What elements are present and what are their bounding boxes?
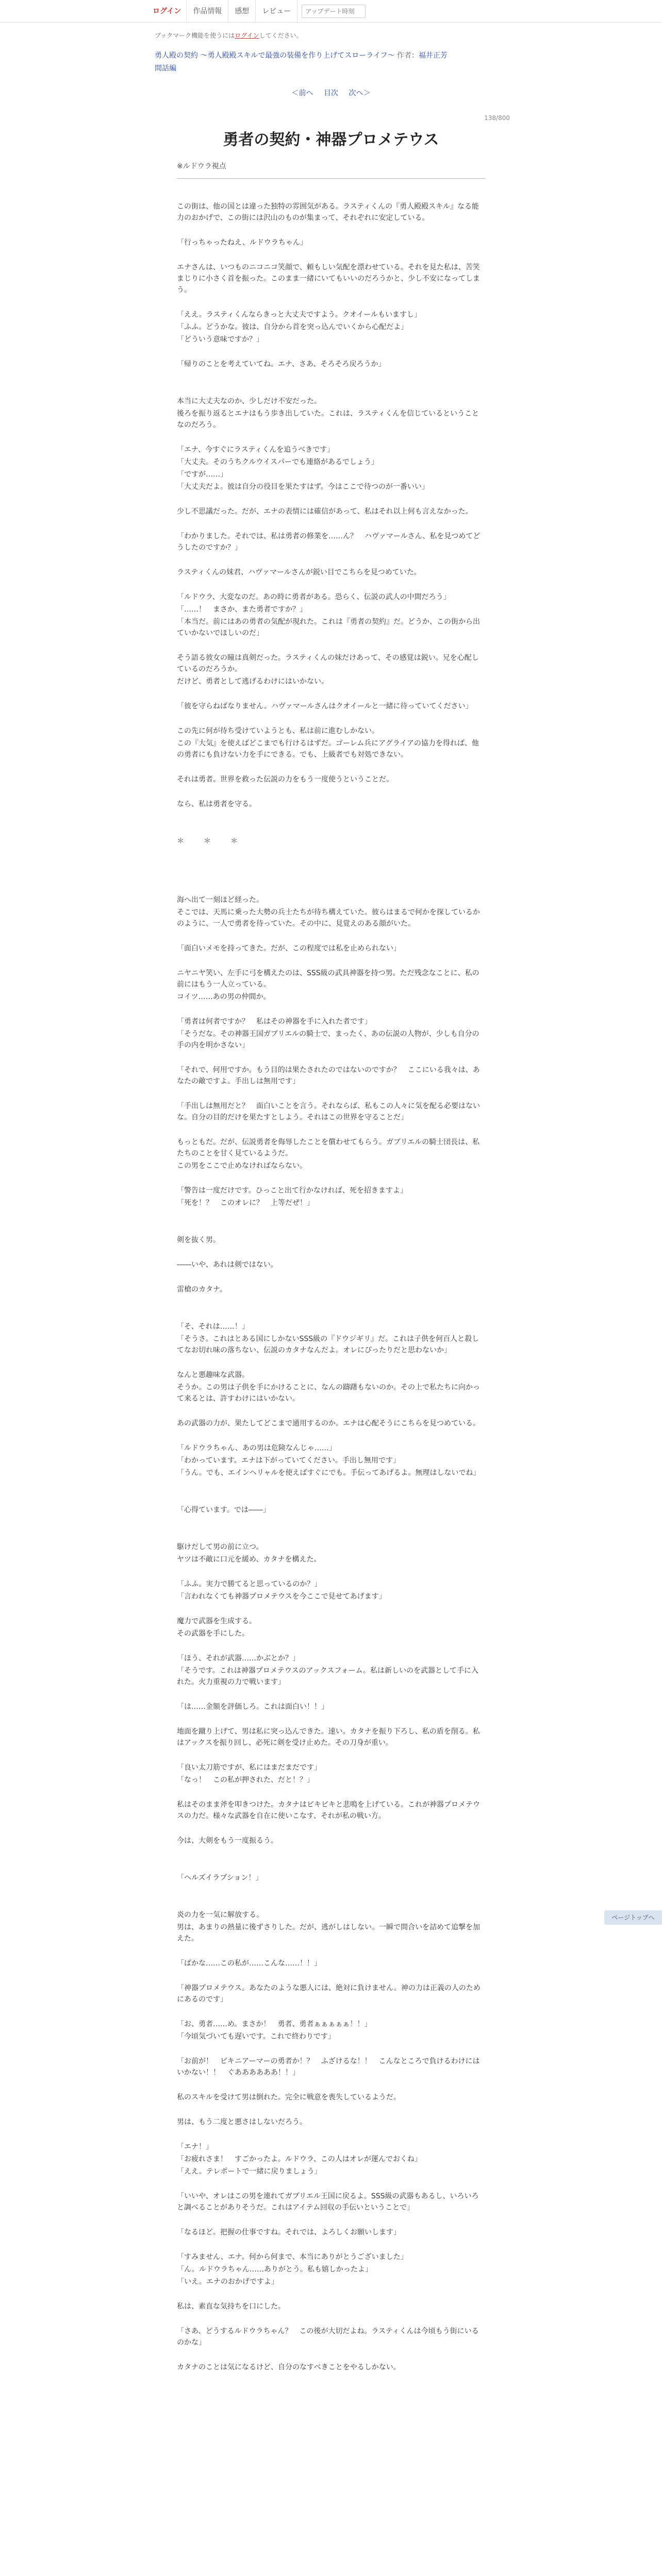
blank-line bbox=[177, 870, 485, 881]
body-line: 「ルドウラちゃん、あの男は危険なんじゃ……」 bbox=[177, 1444, 336, 1452]
nav-item-comments[interactable]: 感想 bbox=[228, 0, 256, 23]
body-line: 私はそのまま斧を叩きつけた。カタナはビキビキと悲鳴を上げている。これが神器プロメテウスの力だ。様々な武器を自在に使いこなす、それが私の戦い方。 bbox=[177, 1801, 480, 1820]
blank-line bbox=[177, 811, 485, 822]
blank-line bbox=[177, 1004, 485, 1015]
blank-line bbox=[177, 2178, 485, 2190]
blank-line bbox=[177, 1603, 485, 1615]
prev-chapter-link[interactable]: ＜前へ bbox=[291, 89, 313, 97]
body-line: もっともだ。だが、伝説勇者を侮辱したことを償わせてもらう。ガブリエルの騎士団長は、私たちのことを甘く見ているようだ。 bbox=[177, 1138, 480, 1158]
body-line: 「すみません、エナ。何から何まで、本当にありがとうございました」 bbox=[177, 2253, 408, 2261]
blank-line bbox=[177, 297, 485, 308]
pov-note: ※ルドウラ視点 bbox=[177, 162, 226, 171]
body-line: 「お、勇者……め。まさか！ 勇者、勇者ぁぁぁぁぁ！！」 bbox=[177, 2020, 372, 2028]
body-line: コイツ……あの男の仲間か。 bbox=[177, 993, 271, 1001]
blank-line bbox=[177, 2006, 485, 2018]
body-line: この男をここで止めなければならない。 bbox=[177, 1162, 307, 1170]
title-divider bbox=[177, 178, 485, 179]
body-line: 地面を蹴り上げて、男は私に突っ込んできた。速い。カタナを振り下ろし、私の盾を削る。私はアックスを振り回し、必死に剣を受け止めた。その刀身が重い。 bbox=[177, 1727, 480, 1747]
blank-line bbox=[177, 761, 485, 773]
body-line: 「お前が！ ビキニアーマーの勇者か！？ ふざけるな！！ こんなところで負けるわけにはいかない！！ ぐああああああ！！」 bbox=[177, 2057, 480, 2077]
body-line: 「ふふ。実力で勝てると思っているのか？」 bbox=[177, 1580, 322, 1588]
blank-line bbox=[177, 1517, 485, 1528]
blank-line bbox=[177, 2214, 485, 2226]
blank-line bbox=[177, 1848, 485, 1859]
blank-line bbox=[177, 1787, 485, 1798]
body-line: 「彼を守らねばなりません。ハヴァマールさんはクオイールと一緒に待っていてください」 bbox=[177, 702, 473, 710]
body-line: 「……！ まさか、また勇者ですか？」 bbox=[177, 605, 307, 614]
blank-line bbox=[177, 2289, 485, 2300]
body-line: 「そうだな。その神器王国ガブリエルの騎士で、まったく、あの伝説の人物が、少しも自分の手の内を明かさない」 bbox=[177, 1030, 479, 1049]
blank-line bbox=[177, 1750, 485, 1761]
blank-line bbox=[177, 1309, 485, 1320]
blank-line bbox=[177, 1210, 485, 1221]
blank-line bbox=[177, 2104, 485, 2115]
body-line: 「うん。でも、エインヘリャルを使えばすぐにでも。手伝ってあげるよ。無理はしないでね」 bbox=[177, 1469, 481, 1477]
chapter-body bbox=[177, 201, 485, 2374]
body-line: 海へ出て一刻ほど経った。 bbox=[177, 896, 263, 904]
body-line: 「大丈夫だよ。彼は自分の役目を果たすはず。今はここで待つのが一番いい」 bbox=[177, 483, 429, 491]
body-line: そう語る彼女の瞳は真剣だった。ラスティくんの妹だけあって、その感覚は鋭い。兄を心配しているのだろうか。 bbox=[177, 654, 479, 673]
blank-line bbox=[177, 786, 485, 798]
body-line: だけど、勇者として逃げるわけにはいかない。 bbox=[177, 677, 328, 686]
blank-line bbox=[177, 1897, 485, 1908]
blank-line bbox=[177, 1357, 485, 1368]
blank-line bbox=[177, 554, 485, 566]
body-line: 「そうさ。これはとある国にしかないSSS級の『ドウジギリ』だ。これは子供を何百人と殺してなお切れ味の落ちない、伝説のカタナなんだよ。オレにぴったりだと思わないか」 bbox=[177, 1335, 479, 1354]
series-title-link[interactable]: 勇人殿の契約 ～勇人殿殿スキルで最強の装備を作り上げてスローライフ～ bbox=[155, 52, 395, 60]
body-line: 「警告は一度だけです。ひっこと出て行かなければ、死を招きますよ」 bbox=[177, 1187, 407, 1195]
body-line: 「良い太刀筋ですが、私にはまだまだです」 bbox=[177, 1764, 321, 1772]
body-line: 「ばかな……この私が……こんな……！！」 bbox=[177, 1959, 321, 1968]
body-line: 男は、もう二度と悪さはしないだろう。 bbox=[177, 2118, 307, 2126]
body-line: 「神器プロメテウス。あなたのような悪人には、絶対に負けません。神の力は正義の人のためにあるのです」 bbox=[177, 1984, 481, 2004]
blank-line bbox=[177, 2129, 485, 2140]
body-line: 私は、素直な気持ちを口にした。 bbox=[177, 2302, 285, 2311]
series-header: 勇人殿の契約 ～勇人殿殿スキルで最強の装備を作り上げてスローライフ～ 作者：福井正芳 bbox=[155, 52, 448, 60]
body-line: 「今頃気づいても遅いです。これで終わりです」 bbox=[177, 2032, 335, 2041]
body-line: 「なっ！ この私が押された、だと！？」 bbox=[177, 1776, 314, 1784]
body-line: 「行っちゃったねえ、ルドウラちゃん」 bbox=[177, 239, 307, 247]
body-line: 「わかっています。エナは下がっていてください。手出し無用です」 bbox=[177, 1456, 400, 1465]
body-line: 「ほう、それが武器……かぶとか？」 bbox=[177, 1654, 300, 1663]
body-line: 炎の力を一気に解放する。 bbox=[177, 1911, 263, 1919]
body-line: 「いいや、オレはこの男を連れてガブリエル王国に戻るよ。SSS級の武器もあるし、いろいろと調べることがありそうだ。これはアイテム回収の手伝いということで」 bbox=[177, 2192, 479, 2212]
body-line: あの武器の力が、果たしてどこまで通用するのか。エナは心配そうにこちらを見つめている。 bbox=[177, 1419, 480, 1428]
body-line: 「帰りのことを考えていてね。エナ、さあ、そろそろ戻ろうか」 bbox=[177, 360, 386, 368]
body-line: 「面白いメモを持ってきた。だが、この程度では私を止められない」 bbox=[177, 944, 401, 953]
blank-line bbox=[177, 346, 485, 358]
body-line: そうか。この男は子供を手にかけることに、なんの躊躇もないのか。その上で私たちに向かって来るとは、許すわけにはいかない。 bbox=[177, 1383, 480, 1403]
body-line: 「言われなくても神器プロメテウスを今ここで見せてあげます」 bbox=[177, 1592, 386, 1601]
body-line: ニヤニヤ笑い、左手に弓を構えたのは、SSS級の武具神器を持つ男。ただ残念なことに、私の前にはもう一人立っている。 bbox=[177, 969, 479, 989]
blank-line bbox=[177, 2349, 485, 2361]
body-line: この街は、他の国とは違った独特の雰囲気がある。ラスティくんの『勇人殿殿スキル』なる能力のおかげで、この街には沢山のものが集まって、それぞれに安定している。 bbox=[177, 202, 479, 222]
body-line: 雷槍のカタナ。 bbox=[177, 1285, 227, 1294]
body-line: 「死を！？ このオレに？ 上等だぜ！」 bbox=[177, 1199, 314, 1207]
chapter-number: 138/800 bbox=[484, 114, 510, 122]
body-line: 「わかりました。それでは、私は勇者の修業を……ん？ ハヴァマールさん、私を見つめてどうしたのですか？」 bbox=[177, 532, 481, 552]
blank-line bbox=[177, 1296, 485, 1308]
body-line: 「ルドウラ、大変なのだ。あの時に勇者がある。恐らく、伝説の武人の中間だろう」 bbox=[177, 593, 451, 601]
blank-line bbox=[177, 1173, 485, 1184]
body-line: ヤツは不敵に口元を緩め、カタナを構えた。 bbox=[177, 1555, 321, 1564]
blank-line bbox=[177, 1492, 485, 1503]
blank-line bbox=[177, 713, 485, 724]
body-line: 「どういう意味ですか？」 bbox=[177, 335, 263, 344]
blank-line bbox=[177, 688, 485, 700]
body-line: その武器を手にした。 bbox=[177, 1630, 249, 1638]
body-line: 「お疲れさま！ すごかったよ。ルドウラ、この人はオレが運んでおくね」 bbox=[177, 2155, 422, 2163]
body-line: 今は、大剣をもう一度振るう。 bbox=[177, 1837, 278, 1845]
blank-line bbox=[177, 1088, 485, 1099]
blank-line bbox=[177, 1124, 485, 1136]
body-line: なんと悪趣味な武器。 bbox=[177, 1371, 249, 1379]
chapter-group-label[interactable]: 間話編 bbox=[155, 64, 176, 73]
chapter-title: 勇者の契約・神器プロメテウス bbox=[223, 131, 439, 149]
body-line: 「ふふ。どうかな。彼は、自分から首を突っ込んでいくから心配だよ」 bbox=[177, 323, 408, 331]
author-label: 作者 bbox=[396, 52, 411, 60]
next-chapter-link[interactable]: 次へ＞ bbox=[349, 89, 371, 97]
body-line: この『大気』を使えばどこまでも行けるはずだ。ゴーレム兵にアグライアの協力を得れば、他の勇者にも負けない力を手にできる。でも、上級者でも対処できない。 bbox=[177, 739, 479, 759]
body-line: なら、私は勇者を守る。 bbox=[177, 800, 256, 808]
blank-line bbox=[177, 1823, 485, 1834]
blank-line bbox=[177, 518, 485, 530]
blank-line bbox=[177, 579, 485, 590]
body-line: 私のスキルを受けて男は倒れた。完全に戦意を喪失しているようだ。 bbox=[177, 2093, 401, 2102]
chapter-pager-top bbox=[0, 88, 662, 98]
body-line: 「ヘルズイラプション！」 bbox=[177, 1874, 263, 1882]
notice-prefix: ブックマーク機能を使うには bbox=[155, 32, 235, 39]
blank-line bbox=[177, 1640, 485, 1652]
body-line: 「ええ。テレポートで一緒に戻りましょう」 bbox=[177, 2167, 322, 2176]
body-line: 本当に大丈夫なのか、少しだけ不安だった。 bbox=[177, 397, 321, 405]
blank-line bbox=[177, 1480, 485, 1491]
blank-line bbox=[177, 249, 485, 261]
body-line: 「いえ。エナのおかげですよ」 bbox=[177, 2278, 278, 2286]
nav-item-review[interactable]: レビュー bbox=[256, 0, 297, 23]
blank-line bbox=[177, 1566, 485, 1578]
nav-item-work-info[interactable]: 作品情報 bbox=[187, 0, 228, 23]
body-line: 「ん。ルドウラちゃん……ありがとう。私も嬉しかったよ」 bbox=[177, 2265, 372, 2274]
body-line: 「は……金額を評価しろ。これは面白い！！」 bbox=[177, 1703, 328, 1711]
blank-line bbox=[177, 383, 485, 395]
body-line: 「なるほど。把握の仕事ですね。それでは、よろしくお願いします」 bbox=[177, 2228, 401, 2236]
body-line: 少し不思議だった。だが、エナの表情には確信があって、私はそれ以上何も言えなかった。 bbox=[177, 507, 473, 516]
body-line: 剣を抜く男。 bbox=[177, 1236, 220, 1244]
blank-line bbox=[177, 494, 485, 505]
blank-line bbox=[177, 2313, 485, 2325]
bookmark-notice bbox=[155, 31, 303, 40]
search-input[interactable] bbox=[302, 5, 366, 18]
body-line: 「ええ。ラスティくんならきっと大丈夫ですよう。クオイールもいますし」 bbox=[177, 311, 422, 319]
body-line: 「手出しは無用だと？ 面白いことを言う。それならば、私もこの人々に気を配る必要はないな。自分の目的だけを果たすとしよう。それはこの世界を守ることだ」 bbox=[177, 1102, 480, 1122]
blank-line bbox=[177, 1885, 485, 1896]
blank-line bbox=[177, 371, 485, 382]
blank-line bbox=[177, 1689, 485, 1700]
body-line: 「そうです。これは神器プロメテウスのアックスフォーム。私は新しいのを武器として手に入れた。火力重視の力で戦います」 bbox=[177, 1667, 479, 1686]
body-line: 駆けだして男の前に立つ。 bbox=[177, 1543, 263, 1551]
body-line: 男は、あまりの熱量に後ずさりした。だが、逃がしはしない。一瞬で間合いを詰めて追撃を加えた。 bbox=[177, 1923, 480, 1943]
blank-line bbox=[177, 1247, 485, 1258]
blank-line bbox=[177, 1970, 485, 1981]
blank-line bbox=[177, 2239, 485, 2250]
blank-line bbox=[177, 1405, 485, 1417]
blank-line bbox=[177, 930, 485, 942]
body-line: ラスティくんの妹君、ハヴァマールさんが鋭い目でこちらを見つめていた。 bbox=[177, 568, 421, 577]
body-line: 「勇者は何者ですか？ 私はその神器を手に入れた者です」 bbox=[177, 1018, 372, 1026]
body-line: 「ですが……」 bbox=[177, 470, 227, 479]
toc-link[interactable]: 目次 bbox=[324, 89, 338, 97]
blank-line bbox=[177, 640, 485, 651]
blank-line bbox=[177, 2079, 485, 2091]
body-line: 「さあ、どうするルドウラちゃん？ この後が大切だよね。ラスティくんは今頃もう街にいるのかな」 bbox=[177, 2327, 479, 2347]
blank-line bbox=[177, 1052, 485, 1063]
blank-line bbox=[177, 1714, 485, 1725]
body-line: 「本当だ。前にはあの勇者の気配が現れた。これは『勇者の契約』だ。どうか、この街から出ていかないでほしいのだ」 bbox=[177, 618, 480, 637]
page-top-button[interactable]: ページトップへ bbox=[604, 1910, 662, 1925]
body-line: 「心得ています。では――」 bbox=[177, 1506, 270, 1514]
blank-line bbox=[177, 432, 485, 443]
body-line: 「そ、それは……！」 bbox=[177, 1323, 249, 1331]
notice-suffix: してください。 bbox=[259, 32, 303, 39]
blank-line bbox=[177, 1529, 485, 1540]
body-line: それは勇者。世界を救った伝説の力をもう一度使うということだ。 bbox=[177, 775, 393, 784]
body-line: この先に何が待ち受けていようとも、私は前に進むしかない。 bbox=[177, 727, 379, 735]
login-link[interactable]: ログイン bbox=[147, 0, 187, 23]
blank-line bbox=[177, 1945, 485, 1957]
body-line: ――いや、あれは剣ではない。 bbox=[177, 1261, 278, 1269]
blank-line bbox=[177, 1222, 485, 1233]
body-line: エナさんは、いつものニコニコ笑顔で、頼もしい気配を漂わせている。それを見た私は、苦笑まじりに小さく首を振った。このまま一緒にいてもいいのだろうかと、少し不安になってしまう。 bbox=[177, 263, 480, 294]
author-link[interactable]: 福井正芳 bbox=[418, 52, 448, 60]
blank-line bbox=[177, 955, 485, 967]
blank-line bbox=[177, 1860, 485, 1871]
top-navigation bbox=[0, 0, 662, 23]
notice-login-link[interactable]: ログイン bbox=[235, 32, 259, 39]
blank-line bbox=[177, 1430, 485, 1442]
body-line: 「大丈夫。そのうちクルウイスパーでも連絡があるでしょう」 bbox=[177, 458, 378, 466]
body-line: 「エナ！」 bbox=[177, 2143, 213, 2151]
blank-line bbox=[177, 1272, 485, 1283]
blank-line bbox=[177, 823, 485, 835]
body-line: 魔力で武器を生成する。 bbox=[177, 1617, 256, 1625]
body-line: 後ろを振り返るとエナはもう歩き出していた。これは、ラスティくんを信じているということなのだろう。 bbox=[177, 410, 479, 429]
body-line: ＊ ＊ ＊ bbox=[177, 837, 244, 845]
body-line: カタナのことは気になるけど、自分のなすべきことをやるしかない。 bbox=[177, 2363, 401, 2371]
blank-line bbox=[177, 882, 485, 893]
blank-line bbox=[177, 225, 485, 236]
body-line: 「それで、何用ですか。もう目的は果たされたのではないのですか？ ここにいる我々は、あなたの敵ですよ。手出しは無用です」 bbox=[177, 1066, 480, 1086]
blank-line bbox=[177, 2043, 485, 2055]
body-line: 「エナ、今すぐにラスティくんを追うべきです」 bbox=[177, 446, 335, 454]
body-line: そこでは、天馬に乗った大勢の兵士たちが待ち構えていた。彼らはまるで何かを探しているかのように、一人で勇者を待っていた。その中に、見覚えのある顔がいた。 bbox=[177, 908, 480, 928]
